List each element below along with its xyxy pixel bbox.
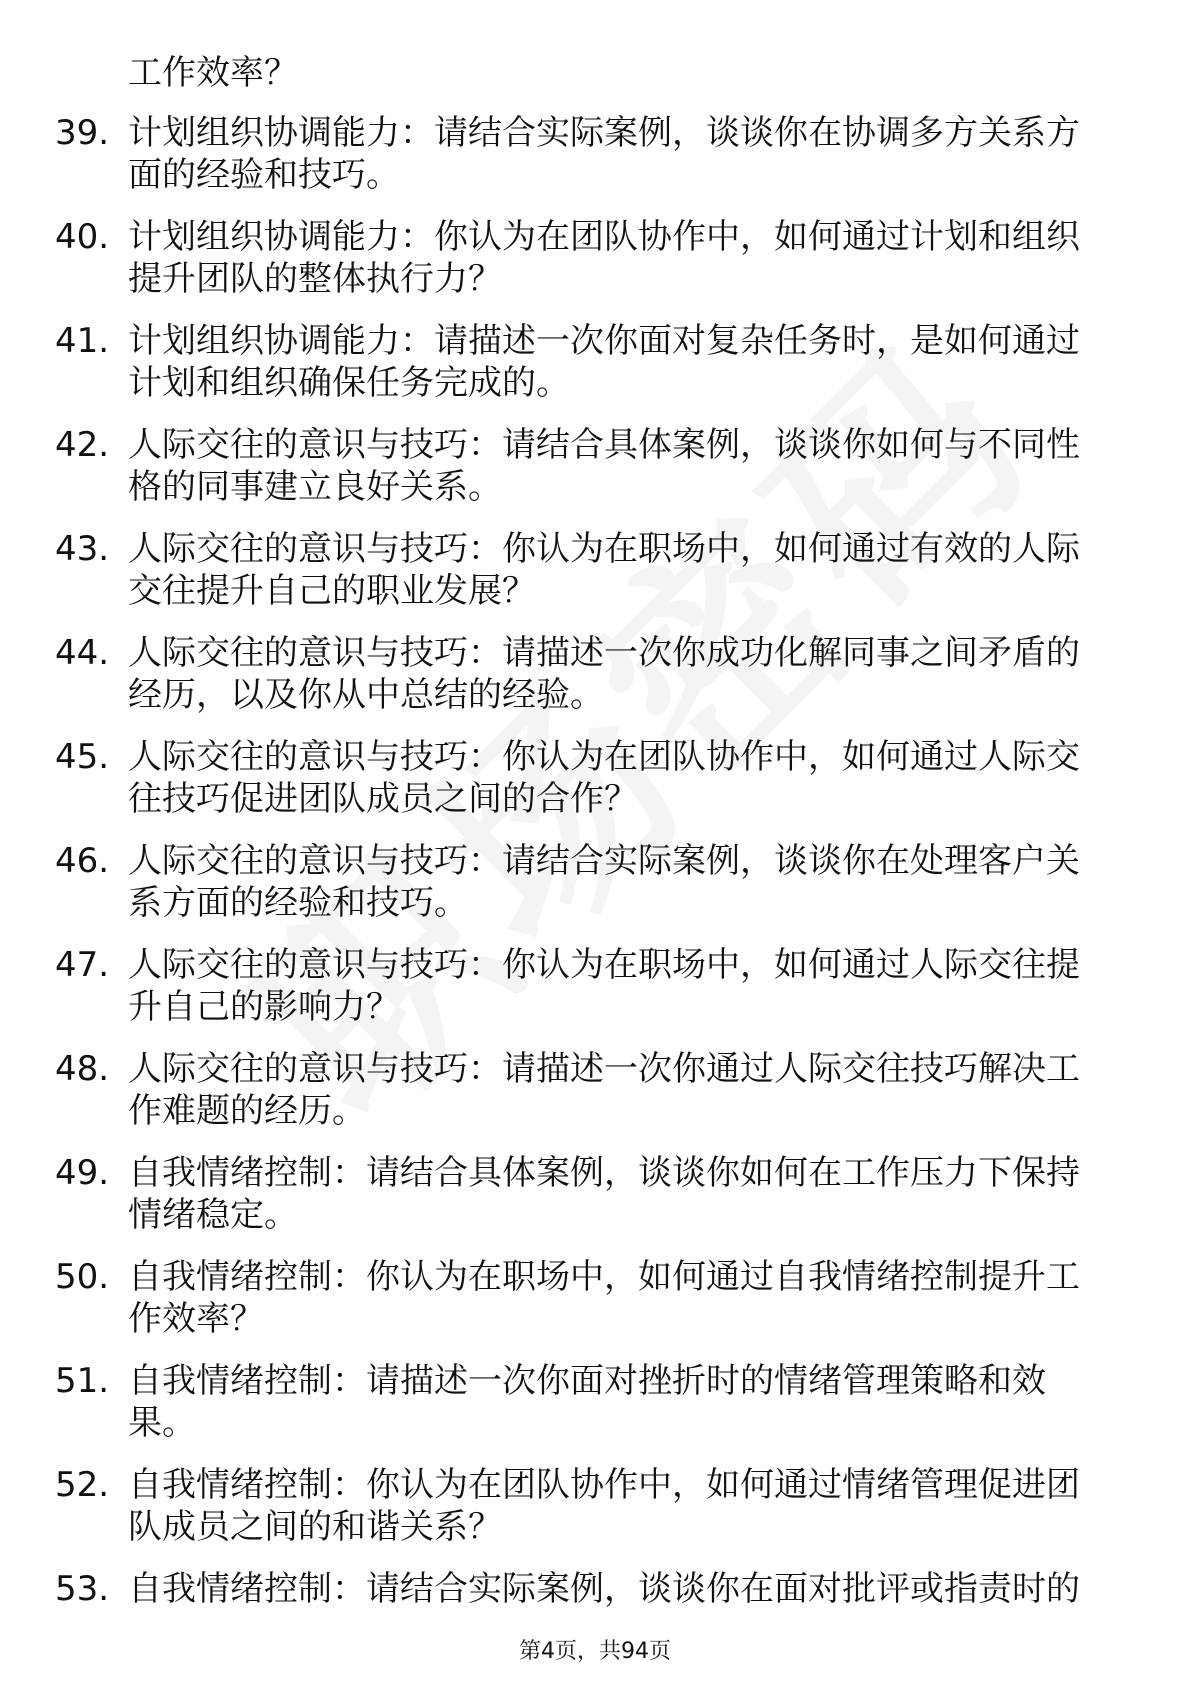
question-number: 43. [55,529,110,569]
question-item [55,528,1115,632]
question-item [55,424,1115,528]
question-number: 46. [55,841,110,881]
question-list [55,112,1115,1672]
question-text: 人际交往的意识与技巧：请结合具体案例，谈谈你如何与不同性格的同事建立良好关系。 [128,425,1080,507]
question-number: 42. [55,425,110,465]
question-number: 47. [55,945,110,985]
question-item [55,840,1115,944]
question-text: 人际交往的意识与技巧：请结合实际案例，谈谈你在处理客户关系方面的经验和技巧。 [128,841,1080,923]
question-text: 计划组织协调能力：请结合实际案例，谈谈你在协调多方关系方面的经验和技巧。 [128,113,1080,195]
question-item [55,112,1115,216]
question-item [55,632,1115,736]
question-text: 人际交往的意识与技巧：你认为在职场中，如何通过有效的人际交往提升自己的职业发展？ [128,529,1080,611]
question-text: 自我情绪控制：请描述一次你面对挫折时的情绪管理策略和效果。 [128,1361,1046,1443]
question-number: 48. [55,1049,110,1089]
question-text: 自我情绪控制：请结合实际案例，谈谈你在面对批评或指责时的 [128,1569,1080,1609]
question-text: 人际交往的意识与技巧：你认为在职场中，如何通过人际交往提升自己的影响力？ [128,945,1080,1027]
question-text: 人际交往的意识与技巧：你认为在团队协作中，如何通过人际交往技巧促进团队成员之间的合作？ [128,737,1080,819]
question-item [55,1048,1115,1152]
question-number: 44. [55,633,110,673]
question-number: 51. [55,1361,110,1401]
question-text: 自我情绪控制：你认为在职场中，如何通过自我情绪控制提升工作效率？ [128,1257,1080,1339]
question-number: 53. [55,1569,110,1609]
question-number: 52. [55,1465,110,1505]
question-number: 40. [55,217,110,257]
question-text: 自我情绪控制：请结合具体案例，谈谈你如何在工作压力下保持情绪稳定。 [128,1153,1080,1235]
continuation-text: 工作效率？ [128,53,298,93]
page-footer: 第4页，共94页 [519,1639,671,1664]
question-number: 39. [55,113,110,153]
question-number: 50. [55,1257,110,1297]
question-text: 计划组织协调能力：请描述一次你面对复杂任务时，是如何通过计划和组织确保任务完成的。 [128,321,1080,403]
question-text: 人际交往的意识与技巧：请描述一次你通过人际交往技巧解决工作难题的经历。 [128,1049,1080,1131]
question-item [55,1360,1115,1464]
question-text: 计划组织协调能力：你认为在团队协作中，如何通过计划和组织提升团队的整体执行力？ [128,217,1080,299]
question-item [55,216,1115,320]
question-item [55,736,1115,840]
question-text: 自我情绪控制：你认为在团队协作中，如何通过情绪管理促进团队成员之间的和谐关系？ [128,1465,1080,1547]
question-number: 41. [55,321,110,361]
question-number: 45. [55,737,110,777]
question-number: 49. [55,1153,110,1193]
question-text: 人际交往的意识与技巧：请描述一次你成功化解同事之间矛盾的经历，以及你从中总结的经验。 [128,633,1080,715]
question-item [55,1256,1115,1360]
question-item [55,944,1115,1048]
question-item [55,1464,1115,1568]
question-item [55,320,1115,424]
question-item [55,1152,1115,1256]
